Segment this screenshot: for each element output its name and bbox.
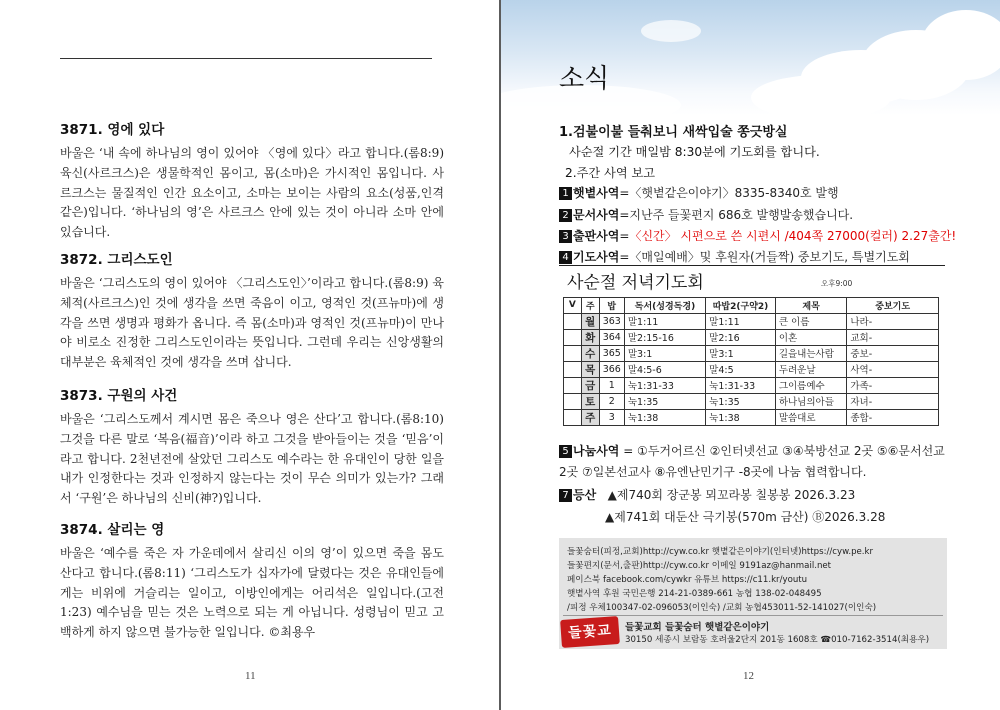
table-cell: 눅1:35 <box>624 393 705 409</box>
table-cell: 말3:1 <box>706 345 776 361</box>
section-1-heading: 1.검불이불 들춰보니 새싹입술 쫑긋방실 <box>559 125 788 140</box>
article-title: 3872. 그리스도인 <box>60 252 173 268</box>
page-title: 소식 <box>559 64 610 94</box>
footer-line-2: 30150 세종시 보람동 호려울2단지 201동 1608호 ☎010-7162-3514(최용우) <box>625 635 930 645</box>
table-cell: 하나님의아들 <box>775 393 847 409</box>
table-cell: 말1:11 <box>706 313 776 329</box>
left-page <box>0 0 499 710</box>
table-cell: 목 <box>581 361 599 377</box>
table-cell: 눅1:31-33 <box>706 377 776 393</box>
divider <box>559 265 945 266</box>
info-line: 들꽃숨터(피정,교회)http://cyw.co.kr 햇볕같은이야기(인터넷)https://cyw.pe.kr <box>567 547 874 557</box>
table-cell: 말씀대로 <box>775 409 847 425</box>
table-row <box>564 361 939 377</box>
table-cell: 교회- <box>847 329 939 345</box>
table-cell: 금 <box>581 377 599 393</box>
table-cell: 사역- <box>847 361 939 377</box>
table-cell: 자녀- <box>847 393 939 409</box>
table-cell: 주 <box>581 409 599 425</box>
climb-line-2: ▲제741회 대둔산 극기봉(570m 금산) Ⓑ2026.3.28 <box>605 510 886 524</box>
schedule-title: 사순절 저녁기도회 <box>567 273 704 293</box>
table-cell: 큰 이름 <box>775 313 847 329</box>
table-cell: 화 <box>581 329 599 345</box>
page-number: 12 <box>743 670 754 682</box>
table-cell: 월 <box>581 313 599 329</box>
top-rule <box>60 58 432 59</box>
schedule-time: 오후9:00 <box>821 279 853 288</box>
table-cell: 수 <box>581 345 599 361</box>
table-cell: 말4:5 <box>706 361 776 377</box>
report-4: 4 기도사역=〈매일예배〉및 후원자(거들짝) 중보기도, 특별기도회 <box>559 248 949 265</box>
table-cell: 363 <box>599 313 624 329</box>
info-divider <box>563 615 943 616</box>
article-3872 <box>60 248 444 373</box>
article-body: 바울은 ‘그리스도께서 계시면 몸은 죽으나 영은 산다’고 합니다.(롬8:10) 그것을 다른 말로 ‘복음(福音)’이라 하고 그것을 받아들이는 것을 ‘믿음’이라고 합니다. 2천년전에 살았던 그리스도 예수라는 한 유대인이 당한 일을 내가 인정한다는 것과 인정하지 않는다는 것이 무슨 의미가 있는가? 그래서 ‘구원’은 하나님의 신비(神?)입니다. <box>60 412 444 506</box>
table-cell: 나라- <box>847 313 939 329</box>
table-cell: 말2:16 <box>706 329 776 345</box>
table-cell: 3 <box>599 409 624 425</box>
table-row <box>564 409 939 425</box>
table-cell <box>564 313 582 329</box>
table-cell: 종합- <box>847 409 939 425</box>
table-cell: 눅1:35 <box>706 393 776 409</box>
table-cell: 이혼 <box>775 329 847 345</box>
table-cell <box>564 345 582 361</box>
table-cell: 364 <box>599 329 624 345</box>
table-row <box>564 377 939 393</box>
section-1-text: 사순절 기간 매일밤 8:30분에 기도회를 합니다. <box>569 145 820 159</box>
climb-line-1: 7 등산 ▲제740회 장군봉 뫼꼬라봉 칠봉봉 2026.3.23 <box>559 486 855 503</box>
table-cell: 두려운날 <box>775 361 847 377</box>
table-cell: 말4:5-6 <box>624 361 705 377</box>
info-line: 들꽃편지(문서,출판)http://cyw.co.kr 이메일 9191az@hanmail.net <box>567 561 832 571</box>
table-cell: 2 <box>599 393 624 409</box>
table-cell <box>564 361 582 377</box>
table-cell: 그이름예수 <box>775 377 847 393</box>
report-1: 1 햇볕사역=〈햇볕같은이야기〉8335-8340호 발행 <box>559 184 949 201</box>
schedule-table <box>563 297 939 426</box>
table-row <box>564 345 939 361</box>
table-cell: 말3:1 <box>624 345 705 361</box>
table-row <box>564 313 939 329</box>
table-cell: 길을내는사람 <box>775 345 847 361</box>
share-ministry: 5 나눔사역 = ①두거어르신 ②인터넷선교 ③④북방선교 2곳 ⑤⑥문서선교 2곳 ⑦일본선교사 ⑧유엔난민기구 -8곳에 나눔 협력합니다. <box>559 444 945 479</box>
article-body: 바울은 ‘내 속에 하나님의 영이 있어야 〈영에 있다〉라고 합니다.(롬8:9) 육신(사르크스)은 생물학적인 몸이고, 몸(소마)은 가시적인 몸입니다. 사르크스는 물질적인 인간 요소이고, 소마는 보이는 사람의 요소(성품,인격같은)입니다. ‘하나님의 영’은 사르크스 안에 있는 것이 아니라 소마 안에 있습니다. <box>60 146 444 240</box>
table-cell: 눅1:31-33 <box>624 377 705 393</box>
table-cell: 중보- <box>847 345 939 361</box>
article-title: 3874. 살리는 영 <box>60 522 165 538</box>
article-body: 바울은 ‘그리스도의 영이 있어야 〈그리스도인〉’이라고 합니다.(롬8:9) 육체적(사르크스)인 것에 생각을 쓰면 죽음이 이고, 영적인 것(프뉴마)에 생각을 쓰면 생명과 평화가 옵니다. 즉 몸(소마)과 영적인 것(프뉴마)이 만나야 비로소 진정한 그리스도인이라는 뜻입니다. 그런데 우리는 신앙생활의 대부분은 육체적인 것에 생각을 쓰며 삽니다. <box>60 276 444 370</box>
table-row <box>564 329 939 345</box>
church-logo: 들꽃교회 <box>560 616 620 648</box>
table-header-row: V 주 밥 독서(성경독경) 따밥2(구약2) 제목 중보기도 <box>564 298 939 314</box>
article-3874 <box>60 518 444 643</box>
article-title: 3873. 구원의 사건 <box>60 388 178 404</box>
article-3873 <box>60 384 444 509</box>
table-cell: 말1:11 <box>624 313 705 329</box>
info-line: 햇볕사역 후원 국민은행 214-21-0389-661 농협 138-02-048495 <box>567 589 822 599</box>
table-cell: 1 <box>599 377 624 393</box>
article-body: 바울은 ‘예수를 죽은 자 가운데에서 살리신 이의 영’이 있으면 죽을 몸도 산다고 합니다.(롬8:11) ‘그리스도가 십자가에 달렸다는 것은 유대인들에게는 비위에 거슬리는 일이고, 이방인에게는 어리석은 일입니다.(고전1:23) 예수님을 믿는 것은 노력으로 되는 게 아닙니다. 성령님이 믿고 고백하게 하지 않으면 불가능한 일입니다. ©최용우 <box>60 546 444 640</box>
table-cell: 토 <box>581 393 599 409</box>
info-line: /피정 우체100347-02-096053(이인숙) /교회 농협453011-52-141027(이인숙) <box>567 603 877 613</box>
table-cell: 가족- <box>847 377 939 393</box>
section-2-heading: 2.주간 사역 보고 <box>565 166 656 180</box>
table-row <box>564 393 939 409</box>
table-cell: 말2:15-16 <box>624 329 705 345</box>
page-number: 11 <box>245 670 256 682</box>
table-cell: 365 <box>599 345 624 361</box>
table-cell: 366 <box>599 361 624 377</box>
table-cell: 눅1:38 <box>706 409 776 425</box>
footer-line-1: 들꽃교회 들꽃숨터 햇볕같은이야기 <box>625 622 770 633</box>
article-title: 3871. 영에 있다 <box>60 122 165 138</box>
info-line: 페이스북 facebook.com/cywkr 유튜브 https://c11.kr/youtu <box>567 575 808 585</box>
table-cell <box>564 409 582 425</box>
report-3: 3 출판사역=〈신간〉 시편으로 쓴 시편시 /404쪽 27000(컬러) 2.27출간! <box>559 227 949 244</box>
table-cell: 눅1:38 <box>624 409 705 425</box>
table-cell <box>564 377 582 393</box>
table-cell <box>564 393 582 409</box>
report-2: 2 문서사역=지난주 들꽃편지 686호 발행발송했습니다. <box>559 206 949 223</box>
article-3871 <box>60 118 444 243</box>
table-cell <box>564 329 582 345</box>
right-page <box>501 0 1000 710</box>
